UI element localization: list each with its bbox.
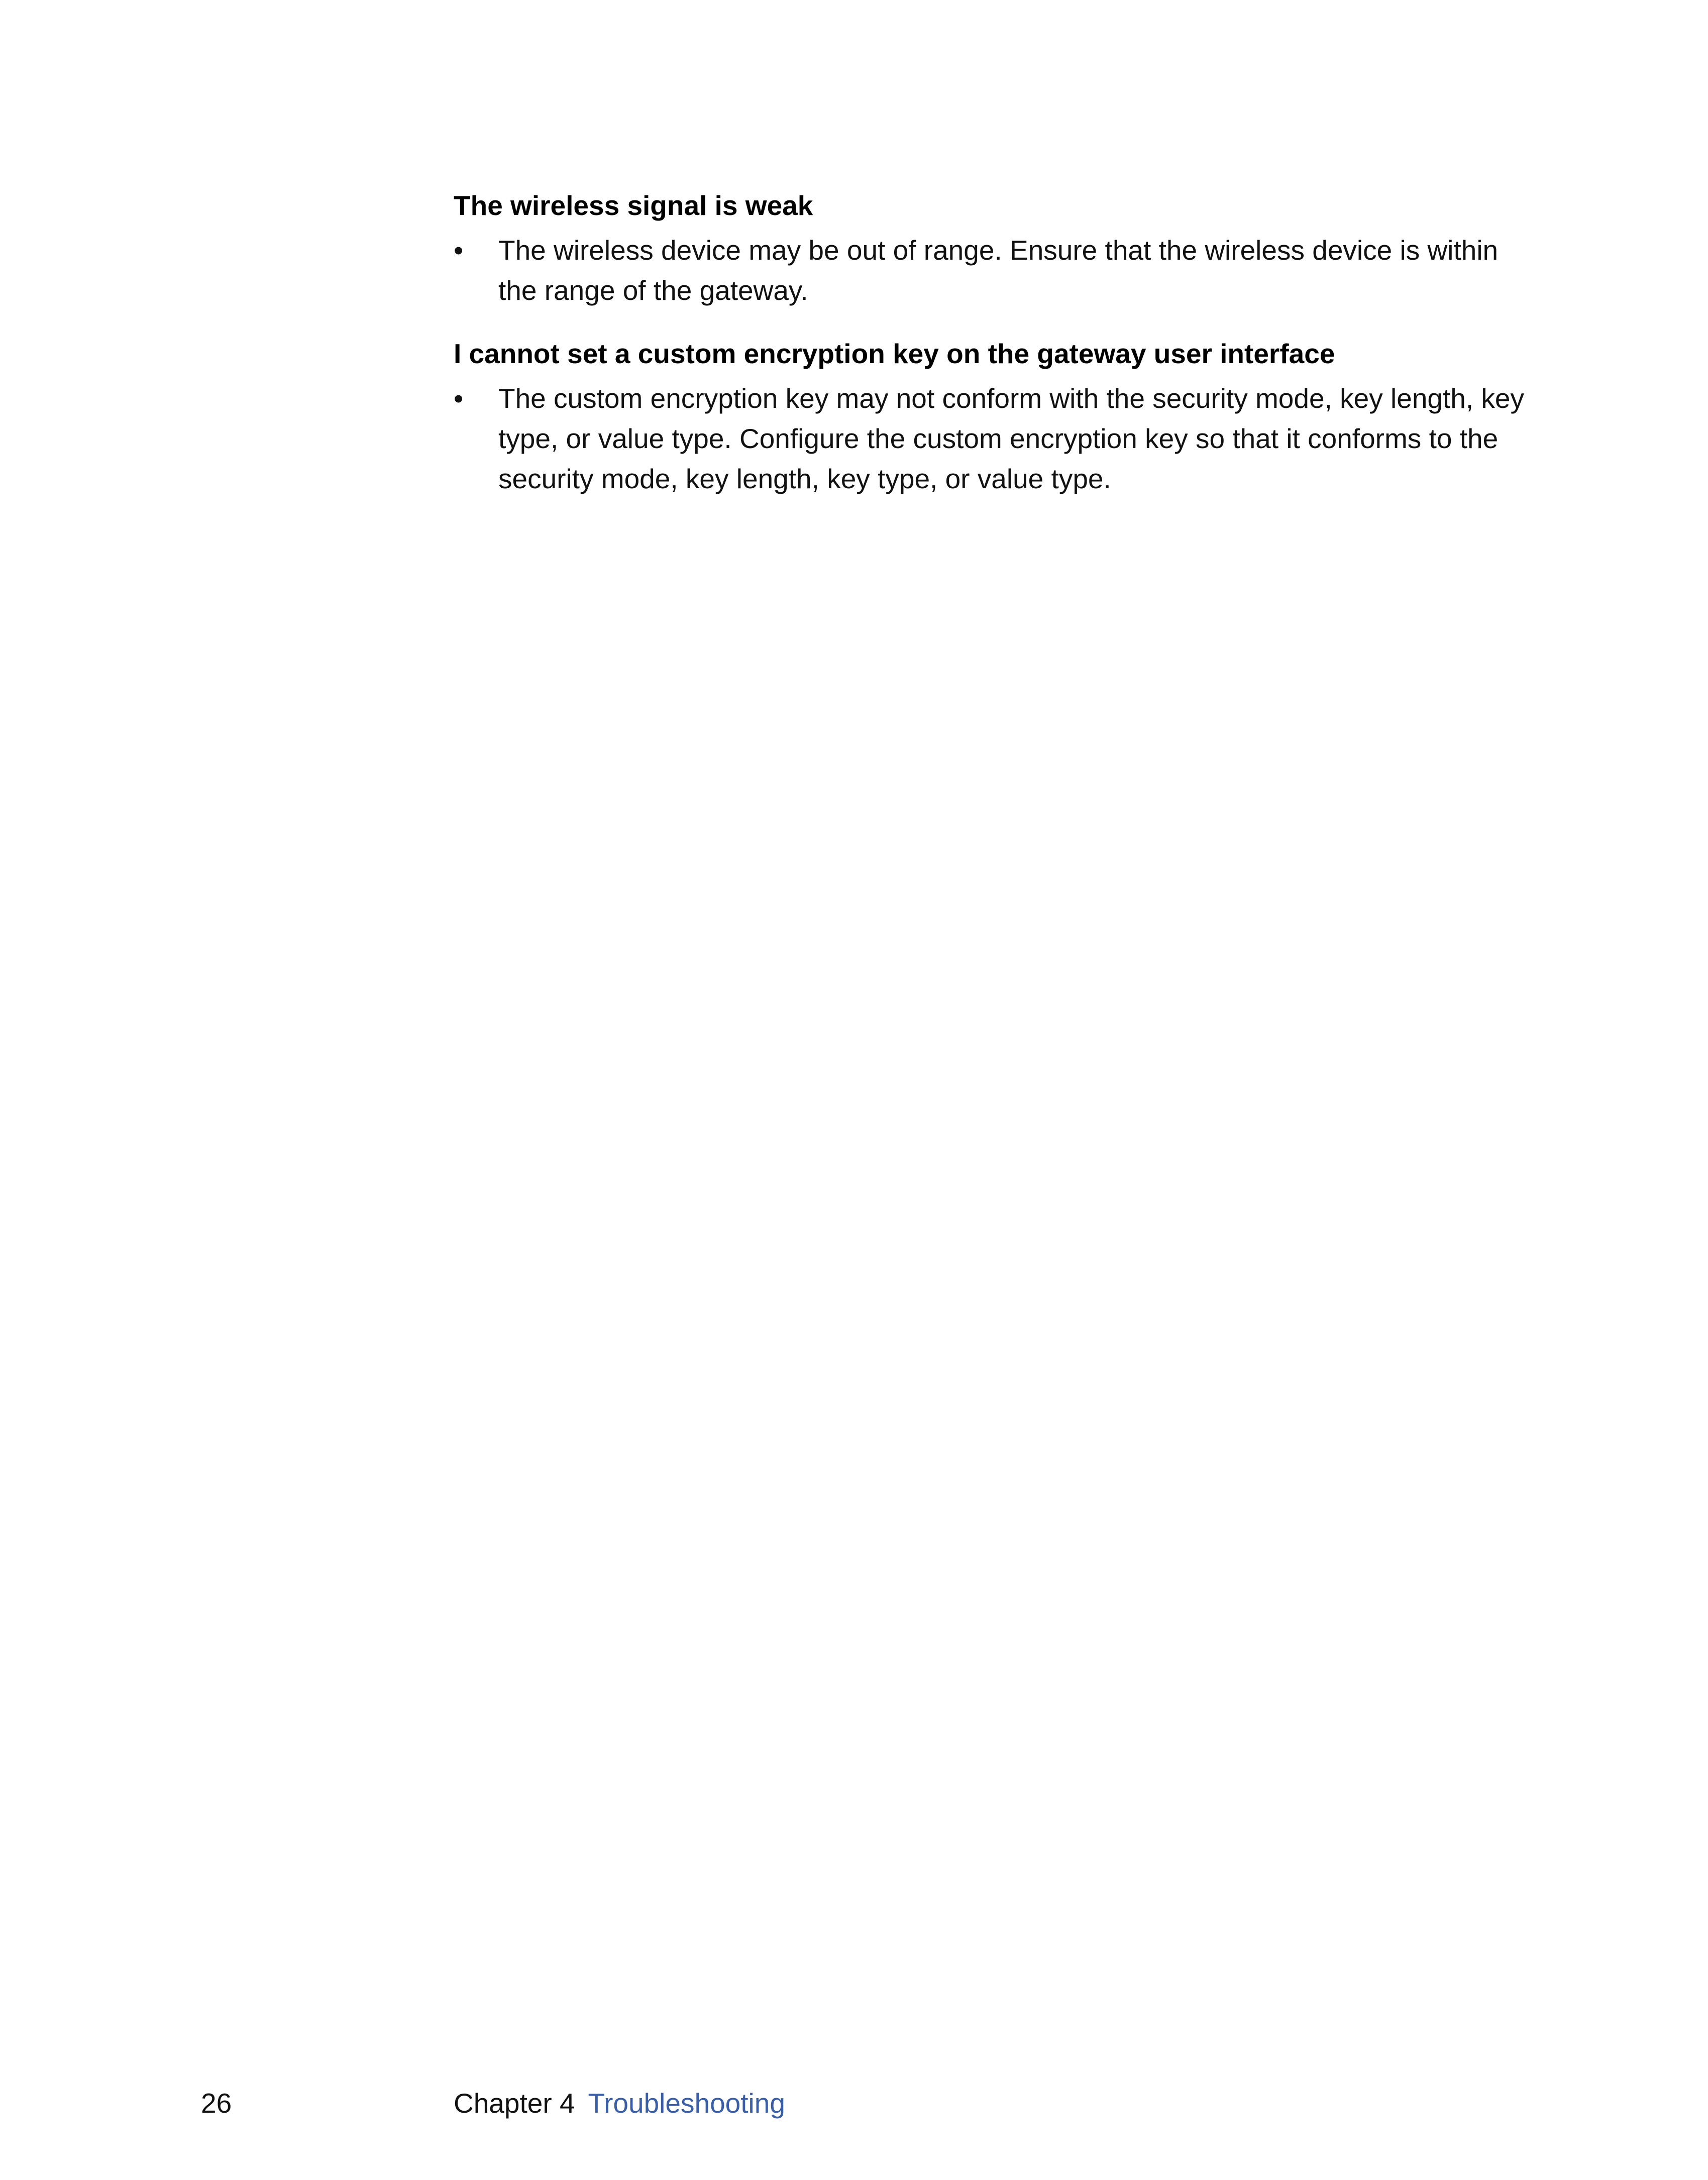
- section-heading: I cannot set a custom encryption key on the gateway user interface: [454, 338, 1335, 369]
- bullet-icon: •: [454, 235, 464, 266]
- troubleshooting-section-encryption-key: [454, 334, 1534, 499]
- page-number: 26: [201, 2088, 232, 2119]
- troubleshooting-section-weak-signal: [454, 186, 1534, 310]
- chapter-title-link[interactable]: Troubleshooting: [588, 2088, 785, 2119]
- page-footer: [0, 2083, 1708, 2123]
- bullet-icon: •: [454, 383, 464, 414]
- main-content: [454, 186, 1534, 499]
- list-item: [454, 230, 1534, 310]
- bullet-list: [454, 378, 1534, 499]
- bullet-text: The wireless device may be out of range. Ensure that the wireless device is within the range of the gateway.: [498, 235, 1499, 306]
- bullet-text: The custom encryption key may not conform with the security mode, key length, key type, or value type. Configure the custom encryption key so that it conforms to the security mode, key length, key type, or value type.: [498, 383, 1525, 494]
- chapter-reference: [454, 2083, 785, 2123]
- chapter-label: Chapter 4: [454, 2088, 575, 2119]
- list-item: [454, 378, 1534, 499]
- section-heading: The wireless signal is weak: [454, 190, 813, 221]
- bullet-list: [454, 230, 1534, 310]
